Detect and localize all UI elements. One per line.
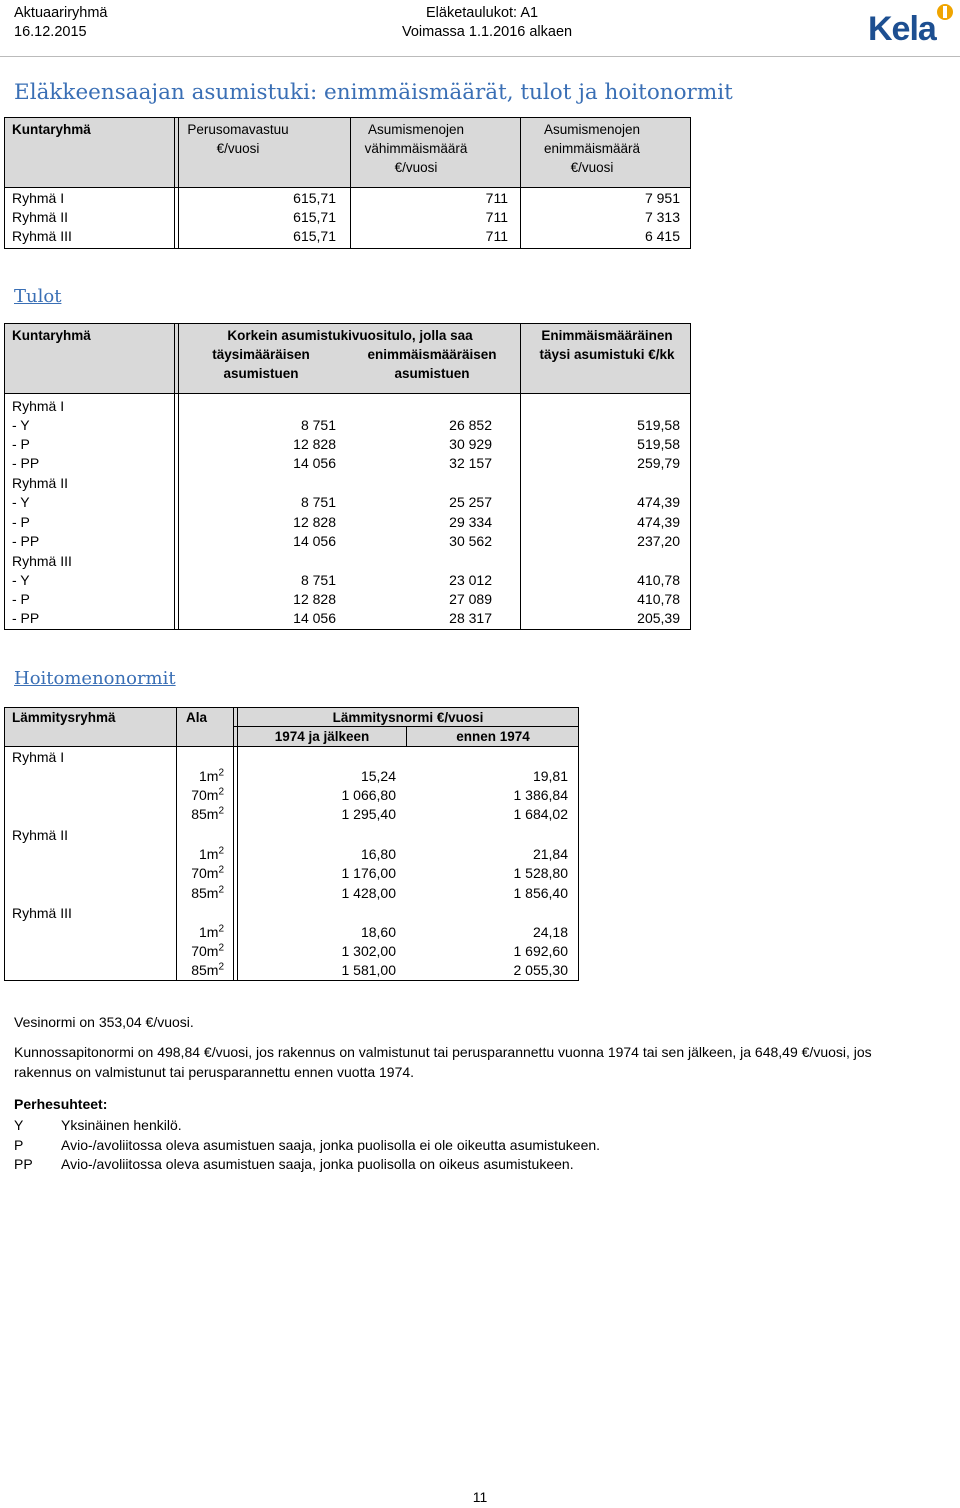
group-label: Ryhmä II [12,827,69,843]
page-number: 11 [472,1489,488,1505]
water-norm-note: Vesinormi on 353,04 €/vuosi. [14,1014,194,1030]
kela-logo-icon [866,2,956,44]
logo-text: Kela [868,10,936,44]
logo-dot-mark [943,6,947,18]
table1-header-group: Kuntaryhmä [12,122,91,137]
header-center [402,4,572,42]
table1-header-min: Asumismenojen vähimmäismäärä €/vuosi [364,122,468,175]
table3-header-group: Lämmitysryhmä [12,710,116,725]
header-left [14,4,107,42]
table3-header-after: 1974 ja jälkeen [274,729,370,744]
page-title: Eläkkeensaajan asumistuki: enimmäismäärät, tulot ja hoitonormit [14,80,733,105]
table1-header-max: Asumismenojen enimmäismäärä €/vuosi [543,122,641,175]
section-title-tulot: Tulot [14,286,62,307]
section-title-hoito: Hoitomenonormit [14,668,176,689]
header-rule [0,56,960,57]
group-label: Ryhmä I [12,749,65,765]
table1-header-base: Perusomavastuu €/vuosi [187,122,289,156]
group-label: Ryhmä III [12,553,72,569]
header-date: 16.12.2015 [14,24,87,40]
group-label: Ryhmä I [12,398,65,414]
page-header [0,0,960,48]
group-label: Ryhmä II [12,475,69,491]
maintenance-norm-note: Kunnossapitonormi on 498,84 €/vuosi, jos rakennus on valmistunut tai perusparannettu vuonna 1974 tai sen jälkeen, ja 648,49 €/vuosi, jos rakennus on valmistunut tai perusparannettu ennen vuotta 1974. [14,1044,872,1080]
group-label: Ryhmä III [12,905,72,921]
table2-header-group: Kuntaryhmä [12,328,91,343]
table-care-norms: Lämmitysryhmä Ala Lämmitysnormi €/vuosi 1974 ja jälkeen ennen 1974 Ryhmä I $1m^2$ 15,24 19,81 $70m^2$ 1 066,80 1 386,84 $85m^2$ 1 295,40 1 684,02 Ryhmä II $1m^2$ 16,80 21,84 $70m^2$ 1 176,00 1 528,80 $85m^2$ 1 428,00 1 856,40 Ryhmä III $1m^2$ 18,60 24,18 $70m^2$ 1 302,00 1 692,60 $85m^2$ 1 581,00 2 055,30 [4,707,579,981]
header-doc-id: Eläketaulukot: A1 [426,5,539,21]
table2-header-max: enimmäismääräisen asumistuen [367,347,497,381]
table-income: Kuntaryhmä Korkein asumistukivuositulo, jolla saa täysimääräisen asumistuen enimmäismääräisen asumistuen Enimmäismääräinen täysi asumistuki €/kk Ryhmä I - Y 8 751 26 852 519,58 - P 12 828 30 929 519,58 - PP 14 056 32 157 259,79 Ryhmä II - Y 8 751 25 257 474,39 - P 12 828 29 334 474,39 - PP 14 056 30 562 237,20 Ryhmä III - Y 8 751 23 012 410,78 - P 12 828 27 089 410,78 - PP 14 056 28 317 205,39 [4,323,691,630]
table2-header-support: Enimmäismääräinen täysi asumistuki €/kk [539,328,675,362]
table3-header-norm: Lämmitysnormi €/vuosi [332,710,484,725]
header-org: Aktuaariryhmä [14,5,108,21]
table3-header-area: Ala [186,710,208,725]
family-title: Perhesuhteet: [14,1096,108,1112]
table2-header-full: täysimääräisen asumistuen [212,347,310,381]
table3-header-before: ennen 1974 [456,729,530,744]
table-housing-costs: Kuntaryhmä Perusomavastuu €/vuosi Asumismenojen vähimmäismäärä €/vuosi Asumismenojen enimmäismäärä €/vuosi Ryhmä I 615,71 711 7 951 Ryhmä II 615,71 711 7 313 Ryhmä III 615,71 711 6 415 [4,117,691,249]
header-valid-from: Voimassa 1.1.2016 alkaen [402,24,573,40]
table2-header-income: Korkein asumistukivuositulo, jolla saa [227,328,473,343]
